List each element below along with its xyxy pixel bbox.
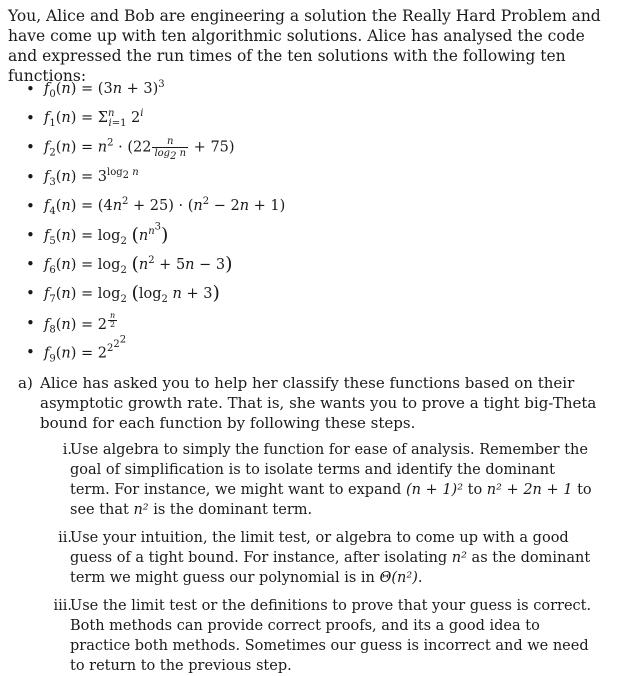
step-ii — [50, 528, 596, 588]
step-iii-label: iii. — [53, 598, 72, 614]
step-ii-label: ii. — [58, 530, 72, 546]
function-f8: • $f_8(n) = 2$ $^{\frac{n}{2}}$ — [26, 310, 116, 336]
function-f1: • $f_1(n) = \Sigma^n_{i=1}$ 2$^i$ — [26, 108, 144, 130]
step-i-text: Use algebra to simply the function for ease of analysis. Remember the goal of simplification is to isolate terms and identify the dominant term. For instance, we might want to expand (n + 1)² to n² + 2n + 1 to see that n² is the dominant term. — [70, 442, 592, 518]
part-a-text: Alice has asked you to help her classify these functions based on their asymptotic growth rate. That is, she wants you to prove a tight big-Theta bound for each function by following these steps. — [40, 374, 597, 432]
step-iii — [50, 596, 596, 676]
part-a — [18, 373, 598, 433]
step-i-label: i. — [62, 442, 72, 458]
function-f6: • $f_6(n) = \log_2 (n^2 + 5n - 3)$ — [26, 253, 233, 277]
function-f7: • $f_7(n) = \log_2 (\log_2$ n + 3) — [26, 282, 220, 306]
function-f5: • $f_5(n) = \log_2 (n^{n^3})$ — [26, 221, 169, 247]
function-list — [26, 78, 586, 370]
step-iii-text: Use the limit test or the definitions to prove that your guess is correct. Both methods can provide correct proofs, and its a good idea to practice both methods. Sometimes our guess is incorrect and we need to return to the previous step. — [70, 598, 592, 674]
function-f0: • $f_0(n) = (3n + 3)^3$ — [26, 79, 165, 100]
function-f4: • $f_4(n) = (4n^2 + 25) \cdot (n^2 - 2n + 1)$ — [26, 195, 286, 217]
step-ii-text: Use your intuition, the limit test, or algebra to come up with a good guess of a tight bound. For instance, after isolating n² as the dominant term we might guess our polynomial is in Θ(n²). — [70, 530, 591, 586]
step-i — [50, 440, 596, 520]
function-f2: • $f_2(n) = n^2 \cdot (22$ $\frac{n}{\log_2 n}$ + 75) — [26, 136, 235, 163]
intro-paragraph: You, Alice and Bob are engineering a solution the Really Hard Problem and have come up with ten algorithmic solutions. Alice has analysed the code and expressed the run times of the ten solutions with the following ten functions: — [8, 7, 601, 85]
part-a-label: a) — [18, 374, 33, 392]
function-f9: • $f_9(n) = 2^{2^{2^2}}$ — [26, 334, 127, 365]
function-f3: • $f_3(n) = 3^{log_2 n}$ — [26, 166, 139, 188]
